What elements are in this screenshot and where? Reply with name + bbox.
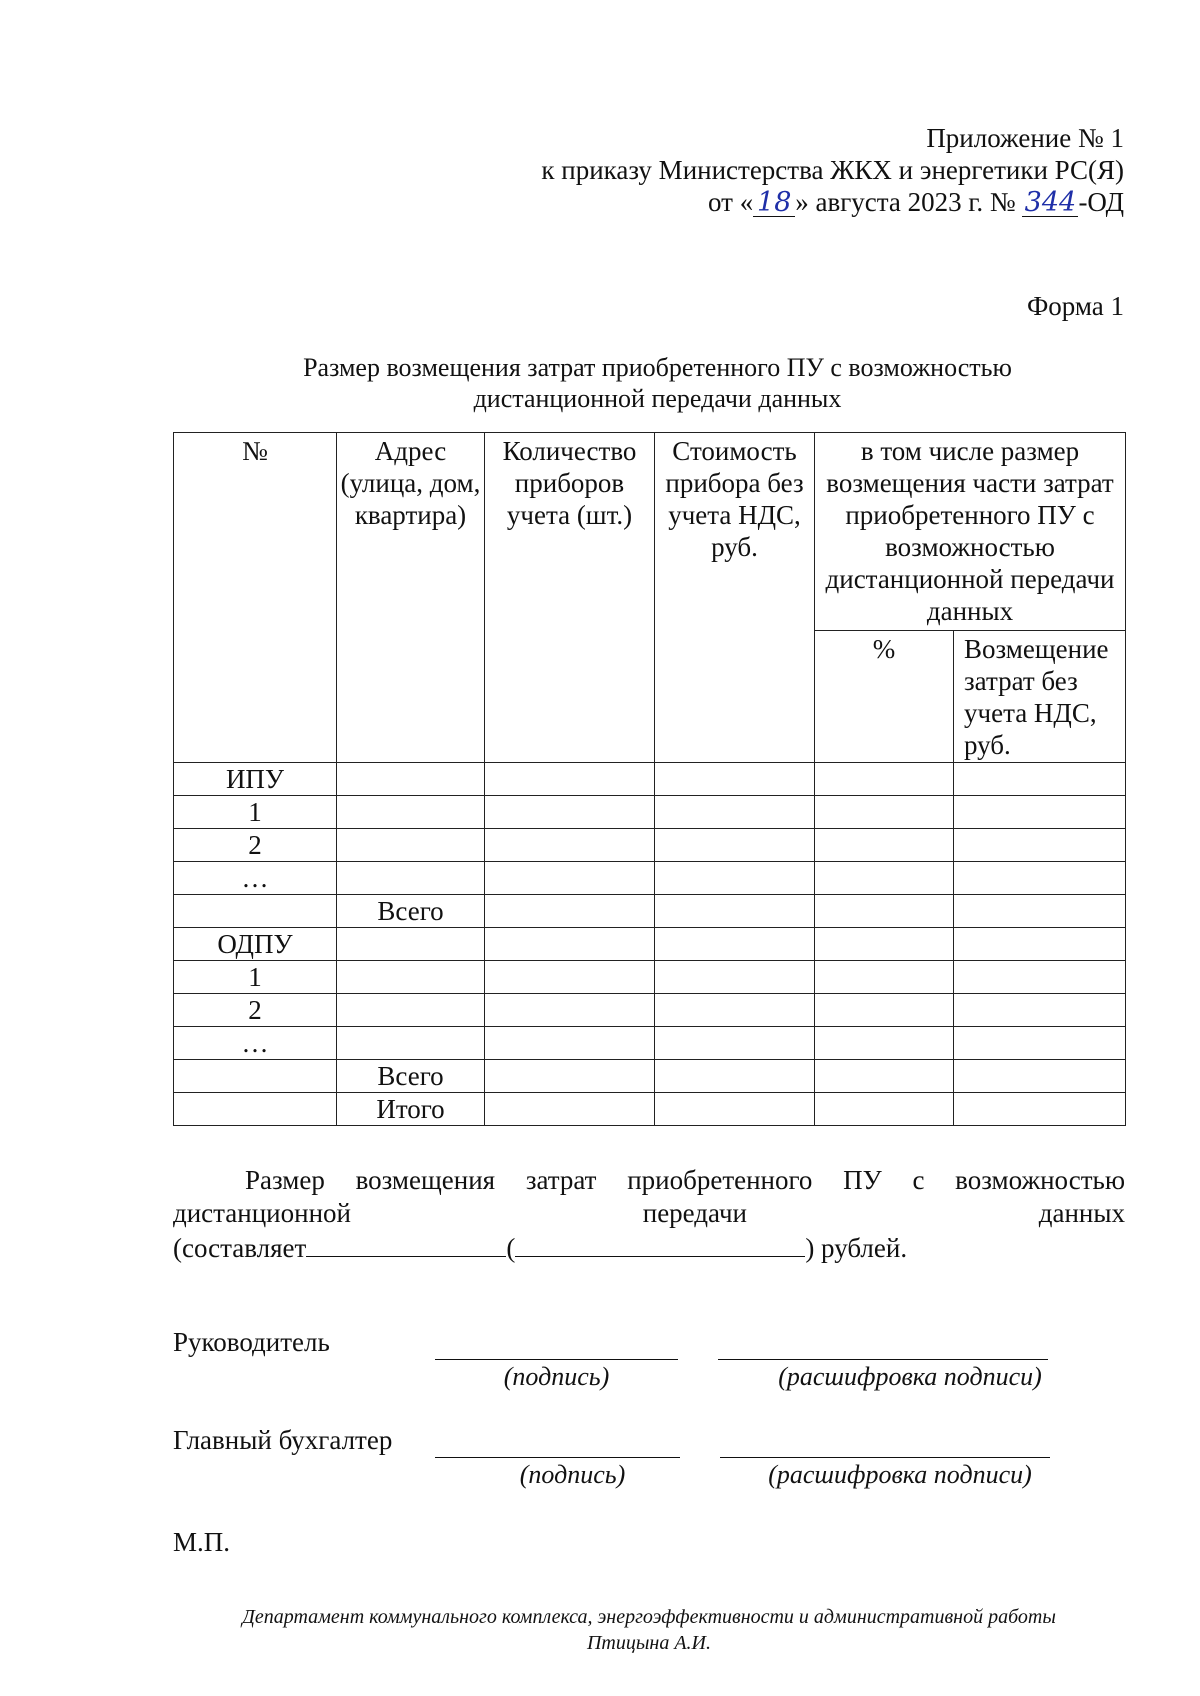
header-group: в том числе размер возмещения части затрат приобретенного ПУ с возможностью дистанционной передачи данных: [815, 433, 1126, 631]
accountant-signature-line[interactable]: [435, 1456, 680, 1458]
cell-cost: [655, 763, 815, 796]
cell-address: [337, 928, 485, 961]
cell-percent: [815, 1093, 954, 1126]
head-signature-line[interactable]: [435, 1358, 678, 1360]
cell-address: Всего: [337, 895, 485, 928]
cell-count: [485, 862, 655, 895]
cell-count: [485, 994, 655, 1027]
header-no: №: [174, 433, 337, 763]
cell-no: 1: [174, 961, 337, 994]
cell-count: [485, 961, 655, 994]
cell-count: [485, 763, 655, 796]
summary-line2: дистанционной передачи данных: [173, 1198, 1125, 1228]
cell-count: [485, 829, 655, 862]
table-row: [174, 1060, 1126, 1093]
cell-address: [337, 763, 485, 796]
header-count: Количество приборов учета (шт.): [485, 433, 655, 763]
cell-cost: [655, 862, 815, 895]
head-label: Руководитель: [173, 1327, 330, 1357]
head-decode-caption: (расшифровка подписи): [778, 1362, 1042, 1391]
form-label: Форма 1: [1026, 291, 1124, 321]
table-row: [174, 994, 1126, 1027]
title-line2: дистанционной передачи данных: [473, 384, 842, 413]
cell-reimbursement: [954, 1027, 1126, 1060]
accountant-sign-caption: (подпись): [519, 1460, 626, 1489]
cell-percent: [815, 796, 954, 829]
table-row: [174, 928, 1126, 961]
cell-address: [337, 994, 485, 1027]
cell-count: [485, 895, 655, 928]
cell-reimbursement: [954, 1093, 1126, 1126]
cell-cost: [655, 796, 815, 829]
cell-reimbursement: [954, 1060, 1126, 1093]
table-row: [174, 961, 1126, 994]
handwritten-order-number: 344: [1022, 190, 1078, 217]
head-decode-line[interactable]: [718, 1358, 1048, 1360]
appendix-line2: к приказу Министерства ЖКХ и энергетики РС(Я): [541, 155, 1124, 185]
cell-no: 2: [174, 829, 337, 862]
accountant-label: Главный бухгалтер: [173, 1425, 393, 1455]
cell-percent: [815, 994, 954, 1027]
footer-author: Птицына А.И.: [586, 1632, 711, 1654]
cell-no: [174, 895, 337, 928]
table-row: [174, 829, 1126, 862]
cell-no: …: [174, 862, 337, 895]
cell-reimbursement: [954, 862, 1126, 895]
accountant-decode-line[interactable]: [720, 1456, 1050, 1458]
cell-reimbursement: [954, 895, 1126, 928]
table-row: [174, 763, 1126, 796]
cell-reimbursement: [954, 763, 1126, 796]
cell-reimbursement: [954, 829, 1126, 862]
cell-no: ИПУ: [174, 763, 337, 796]
table-row: [174, 1027, 1126, 1060]
cell-address: [337, 961, 485, 994]
cell-address: [337, 1027, 485, 1060]
summary-line3: [173, 1230, 1125, 1265]
cell-percent: [815, 1060, 954, 1093]
cell-no: [174, 1060, 337, 1093]
cell-percent: [815, 1027, 954, 1060]
cell-count: [485, 796, 655, 829]
cell-percent: [815, 895, 954, 928]
page-title: [230, 352, 1085, 414]
date-prefix: от «: [708, 187, 754, 217]
cell-cost: [655, 961, 815, 994]
accountant-decode-caption: (расшифровка подписи): [768, 1460, 1032, 1489]
table-row: [174, 1093, 1126, 1126]
cell-no: 2: [174, 994, 337, 1027]
cell-reimbursement: [954, 961, 1126, 994]
table-row: [174, 895, 1126, 928]
header-reimbursement: Возмещение затрат без учета НДС, руб.: [954, 631, 1126, 763]
cell-count: [485, 1027, 655, 1060]
cell-no: ОДПУ: [174, 928, 337, 961]
header-cost: Стоимость прибора без учета НДС, руб.: [655, 433, 815, 763]
cell-percent: [815, 763, 954, 796]
order-suffix: -ОД: [1078, 187, 1124, 217]
cell-reimbursement: [954, 928, 1126, 961]
cell-cost: [655, 928, 815, 961]
stamp-label: М.П.: [173, 1527, 231, 1557]
title-line1: Размер возмещения затрат приобретенного ПУ с возможностью: [303, 353, 1012, 382]
appendix-line1: Приложение № 1: [926, 123, 1124, 153]
cell-cost: [655, 1060, 815, 1093]
cell-cost: [655, 895, 815, 928]
summary-paren-open: (: [506, 1233, 516, 1263]
table-row: [174, 862, 1126, 895]
footer-department: Департамент коммунального комплекса, энергоэффективности и административной работы: [242, 1606, 1056, 1628]
cell-address: Всего: [337, 1060, 485, 1093]
amount-words-field[interactable]: [515, 1230, 805, 1257]
cell-address: [337, 796, 485, 829]
date-month-year: » августа 2023 г. №: [795, 187, 1016, 217]
cell-address: [337, 862, 485, 895]
appendix-header: [541, 122, 1124, 218]
footer: [173, 1604, 1125, 1656]
summary-suffix: ) рублей.: [805, 1233, 908, 1263]
cell-no: 1: [174, 796, 337, 829]
cell-no: …: [174, 1027, 337, 1060]
amount-digits-field[interactable]: [306, 1230, 506, 1257]
cell-percent: [815, 862, 954, 895]
header-address: Адрес (улица, дом, квартира): [337, 433, 485, 763]
head-sign-caption: (подпись): [503, 1362, 610, 1391]
summary-prefix: (составляет: [173, 1233, 307, 1263]
appendix-line3: [541, 186, 1124, 218]
cell-percent: [815, 928, 954, 961]
header-percent: %: [815, 631, 954, 763]
cell-cost: [655, 1093, 815, 1126]
handwritten-day: 18: [753, 190, 795, 217]
cell-percent: [815, 829, 954, 862]
cell-no: [174, 1093, 337, 1126]
reimbursement-table: [173, 432, 1126, 1126]
table-row: [174, 796, 1126, 829]
cell-count: [485, 928, 655, 961]
cell-reimbursement: [954, 994, 1126, 1027]
cell-address: [337, 829, 485, 862]
summary-line1: Размер возмещения затрат приобретенного ПУ с возможностью: [245, 1165, 1125, 1195]
cell-percent: [815, 961, 954, 994]
cell-reimbursement: [954, 796, 1126, 829]
cell-count: [485, 1093, 655, 1126]
cell-cost: [655, 829, 815, 862]
cell-address: Итого: [337, 1093, 485, 1126]
cell-count: [485, 1060, 655, 1093]
cell-cost: [655, 994, 815, 1027]
cell-cost: [655, 1027, 815, 1060]
